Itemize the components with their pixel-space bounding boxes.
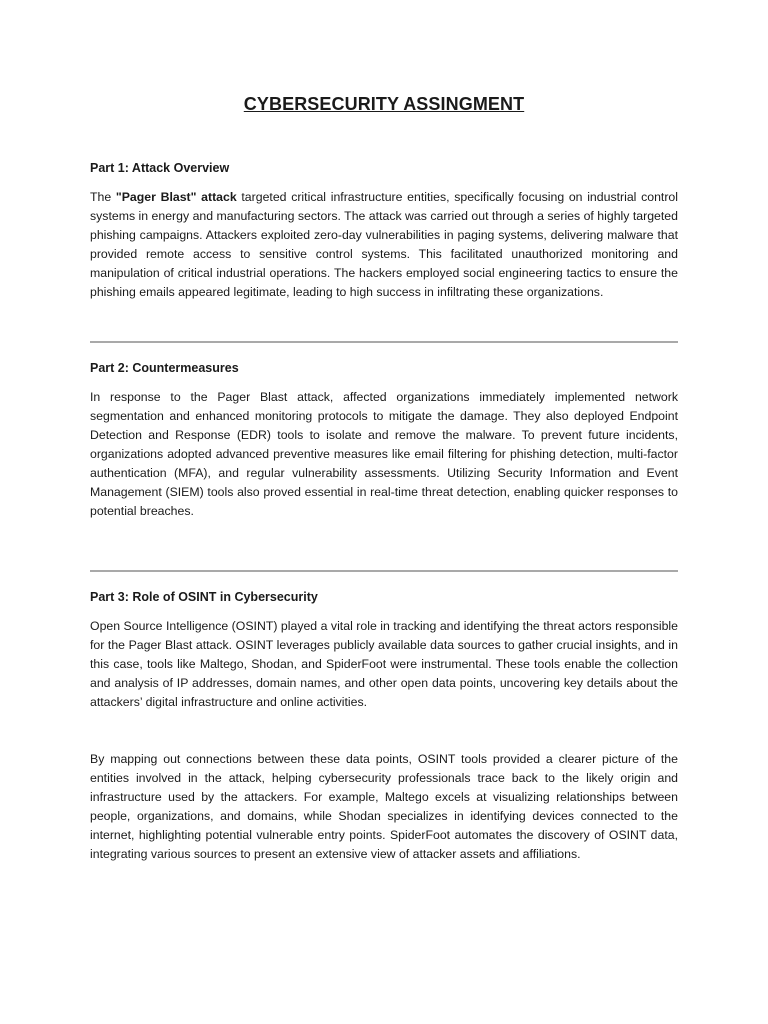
section-part3	[90, 589, 678, 712]
section-heading-part2: Part 2: Countermeasures	[90, 361, 239, 375]
paragraph-countermeasures: In response to the Pager Blast attack, affected organizations immediately implemented network segmentation and enhanced monitoring protocols to mitigate the damage. They also deployed Endpoint Detection and Response (EDR) tools to isolate and remove the malware. To prevent future incidents, organizations adopted advanced preventive measures like email filtering for phishing detection, multi-factor authentication (MFA), and regular vulnerability assessments. Utilizing Security Information and Event Management (SIEM) tools also proved essential in real-time threat detection, enabling quicker responses to potential breaches.	[90, 390, 678, 518]
section-divider	[90, 570, 678, 572]
paragraph-attack-overview	[90, 188, 678, 302]
section-heading-part3: Part 3: Role of OSINT in Cybersecurity	[90, 590, 318, 604]
paragraph-osint-role: Open Source Intelligence (OSINT) played a vital role in tracking and identifying the threat actors responsible for the Pager Blast attack. OSINT leverages publicly available data sources to gather crucial insights, and in this case, tools like Maltego, Shodan, and SpiderFoot were instrumental. These tools enable the collection and analysis of IP addresses, domain names, and other open data points, uncovering key details about the attackers’ digital infrastructure and online activities.	[90, 619, 678, 709]
section-heading-part1: Part 1: Attack Overview	[90, 161, 230, 175]
document-title: CYBERSECURITY ASSINGMENT	[243, 94, 525, 114]
section-part2	[90, 360, 678, 521]
paragraph-body: targeted critical infrastructure entities, specifically focusing on industrial control systems in energy and manufacturing sectors. The attack was carried out through a series of highly targeted phishing campaigns. Attackers exploited zero-day vulnerabilities in paging systems, delivering malware that provided remote access to sensitive control systems. This facilitated unauthorized monitoring and manipulation of critical industrial operations. The hackers employed social engineering tactics to ensure the phishing emails appeared legitimate, leading to high success in infiltrating these organizations.	[90, 190, 678, 299]
paragraph-osint-tools: By mapping out connections between these data points, OSINT tools provided a clearer picture of the entities involved in the attack, helping cybersecurity professionals trace back to the likely origin and infrastructure used by the attackers. For example, Maltego excels at visualizing relationships between people, organizations, and domains, while Shodan specializes in identifying devices connected to the internet, highlighting potential vulnerable entry points. SpiderFoot automates the discovery of OSINT data, integrating various sources to present an extensive view of attacker assets and affiliations.	[90, 752, 678, 861]
section-part3-continued	[90, 750, 678, 864]
section-divider	[90, 341, 678, 343]
attack-name-highlight: "Pager Blast" attack	[115, 190, 237, 204]
paragraph-lead: The	[90, 190, 116, 204]
section-part1	[90, 160, 678, 302]
